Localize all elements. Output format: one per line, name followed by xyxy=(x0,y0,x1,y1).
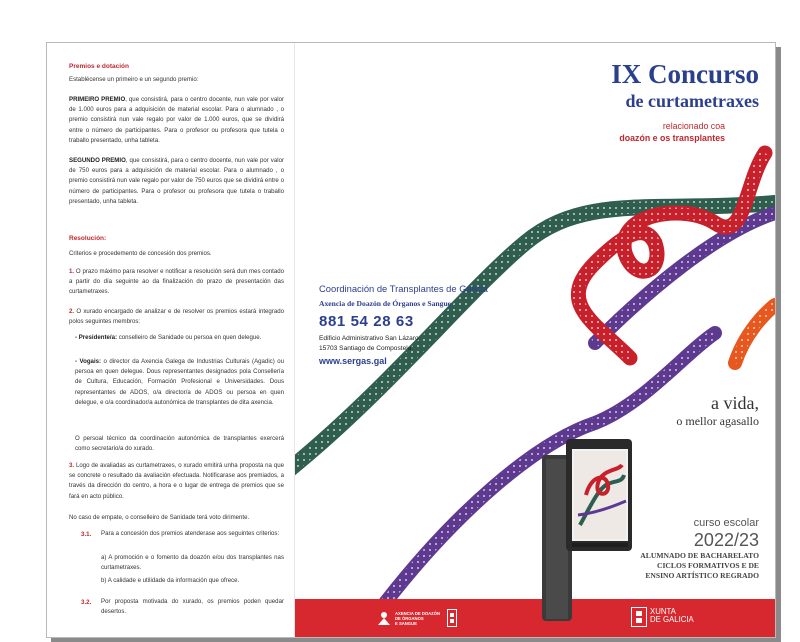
ados-logo-text-1: AXENCIA DE DOAZÓN xyxy=(395,611,440,616)
cover-subtitle-line-2: doazón e os transplantes xyxy=(619,133,725,143)
ados-logo-icon xyxy=(375,609,393,627)
audience-line-3: ENSINO ARTÍSTICO REGRADO xyxy=(645,571,759,580)
phone-number[interactable]: 881 54 28 63 xyxy=(319,313,414,330)
item-1-text: O prazo máximo para resolver e notificar a resolución será dun mes contado a partir do día seguinte ao da finalización do prazo de presentación das curtametraxes. xyxy=(69,268,284,296)
xunta-logo-text xyxy=(650,608,694,624)
item-3 xyxy=(69,461,284,502)
vogais-label: - Vogais: xyxy=(75,358,102,365)
ados-logo-text-2: DE ÓRGANOS xyxy=(395,616,424,621)
course-label: curso escolar xyxy=(693,517,759,529)
item-3-number: 3. xyxy=(69,462,75,469)
resolucion-intro: Criterios e procedemento de concesión dos premios. xyxy=(69,250,212,257)
segundo-premio-text: , que consistirá, para o centro docente, nun vale por valor de 750 euros para a adquisición de material escolar. Para o alumnado , o premio consistirá nun vale regalo por valor de 750 euros que se dividirá entre o número de participantes. Para o profesor ou profesora que tutela o traballo presentado, unha tableta. xyxy=(69,157,285,205)
item-1-number: 1. xyxy=(69,268,75,275)
segundo-premio-paragraph xyxy=(69,156,284,207)
xunta-logo-text-1: XUNTA xyxy=(650,607,676,616)
presidente-entry xyxy=(75,333,284,343)
subitem-3-1-number: 3.1. xyxy=(81,531,92,538)
agency-name: Axencia de Doazón de Órganos e Sangue xyxy=(319,299,452,308)
audience-line-2: CICLOS FORMATIVOS E DE xyxy=(656,561,759,570)
cover-title-line-2: de curtametraxes xyxy=(625,91,759,111)
cover-subtitle-line-1: relacionado coa xyxy=(662,121,725,131)
presidente-label: - Presidente/a: xyxy=(75,334,117,341)
slogan-line-1: a vida, xyxy=(711,393,759,413)
video-camera-illustration xyxy=(536,435,634,622)
ados-logo-text-3: E SANGUE xyxy=(395,621,417,626)
subitem-3-1-text: Para a concesión dos premios atenderase aos seguintes criterios: xyxy=(101,530,280,537)
rules-column xyxy=(47,43,294,637)
subitem-3-2-text: Por proposta motivada do xurado, os premios poden quedar desertos. xyxy=(101,598,284,616)
subitem-3-1-criterion-b: b) A calidade e utilidade da información que ofrece. xyxy=(101,577,240,584)
primeiro-premio-text: , que consistirá, para o centro docente, nun vale por valor de 1.000 euros para a adquisición de material escolar. Para o alumnado , o premio consistirá nun vale regalo por valor de 1.000 euros, que se dividirá entre o número de participantes. Para o profesor ou profesora que tutela o traballo presentado, unha tableta. xyxy=(69,96,284,144)
contact-column xyxy=(295,43,536,637)
empate-paragraph: No caso de empate, o conselleiro de Sanidade terá voto dirimente. xyxy=(69,514,250,521)
premios-heading: Premios e dotación xyxy=(69,63,129,70)
segundo-premio-label: SEGUNDO PREMIO xyxy=(69,157,126,164)
audience-text xyxy=(640,551,759,581)
vogais-entry xyxy=(75,357,284,408)
primeiro-premio-paragraph xyxy=(69,95,284,146)
item-2-text: O xurado encargado de analizar e de resolver os premios estará integrado polos seguintes membros: xyxy=(69,308,284,326)
audience-line-1: ALUMNADO DE BACHARELATO xyxy=(640,551,759,560)
resolucion-heading: Resolución: xyxy=(69,235,107,242)
ados-logo-text xyxy=(395,611,440,626)
persoal-paragraph: O persoal técnico da coordinación autonómica de transplantes exercerá como secretario/a do xurado. xyxy=(75,435,284,453)
item-2-number: 2. xyxy=(69,308,75,315)
vogais-text: o director da Axencia Galega de Industrias Culturais (Agadic) ou persoa en quen delegue. Dous representantes designados pola Consellería de Cultura, Educación, Formación Profesional e Universidades. Dous representantes de ADOS, o/a director/a de ADOS ou persoa en quen delegue, e o/a coordinador/a autonómica de transplantes de dita axencia. xyxy=(75,358,284,406)
slogan-line-2: o mellor agasallo xyxy=(676,414,759,428)
organization-name: Coordinación de Transplantes de Galicia xyxy=(319,283,488,294)
brochure-page xyxy=(46,42,776,638)
item-3-text: Logo de avaliadas as curtametraxes, o xurado emitirá unha proposta na que se concrete o resultado da avaliación efectuada. Notificarase aos premiados, a través da dirección do centro, a hora e o lugar de entrega de premios que se fará en acto público. xyxy=(69,462,284,500)
xunta-small-emblem-icon xyxy=(447,609,457,627)
xunta-logo-text-2: DE GALICIA xyxy=(650,615,694,624)
course-year: 2022/23 xyxy=(693,530,759,550)
premios-intro: Establécense un primeiro e un segundo premio: xyxy=(69,76,199,83)
website-link[interactable]: www.sergas.gal xyxy=(319,356,387,366)
address-line-2: 15703 Santiago de Compostela xyxy=(319,345,412,352)
footer-bar xyxy=(295,599,775,637)
cover-title-line-1: IX Concurso xyxy=(611,59,759,89)
item-1 xyxy=(69,267,284,298)
presidente-text: conselleiro de Sanidade ou persoa en quen delegue. xyxy=(117,334,262,341)
item-2 xyxy=(69,307,284,327)
primeiro-premio-label: PRIMEIRO PREMIO xyxy=(69,96,126,103)
subitem-3-2-number: 3.2. xyxy=(81,599,92,606)
address-line-1: Edificio Administrativo San Lázaro xyxy=(319,335,419,342)
subitem-3-1-criterion-a: a) A promoción e o fomento da doazón e/ou dos transplantes nas curtametraxes. xyxy=(101,554,284,572)
